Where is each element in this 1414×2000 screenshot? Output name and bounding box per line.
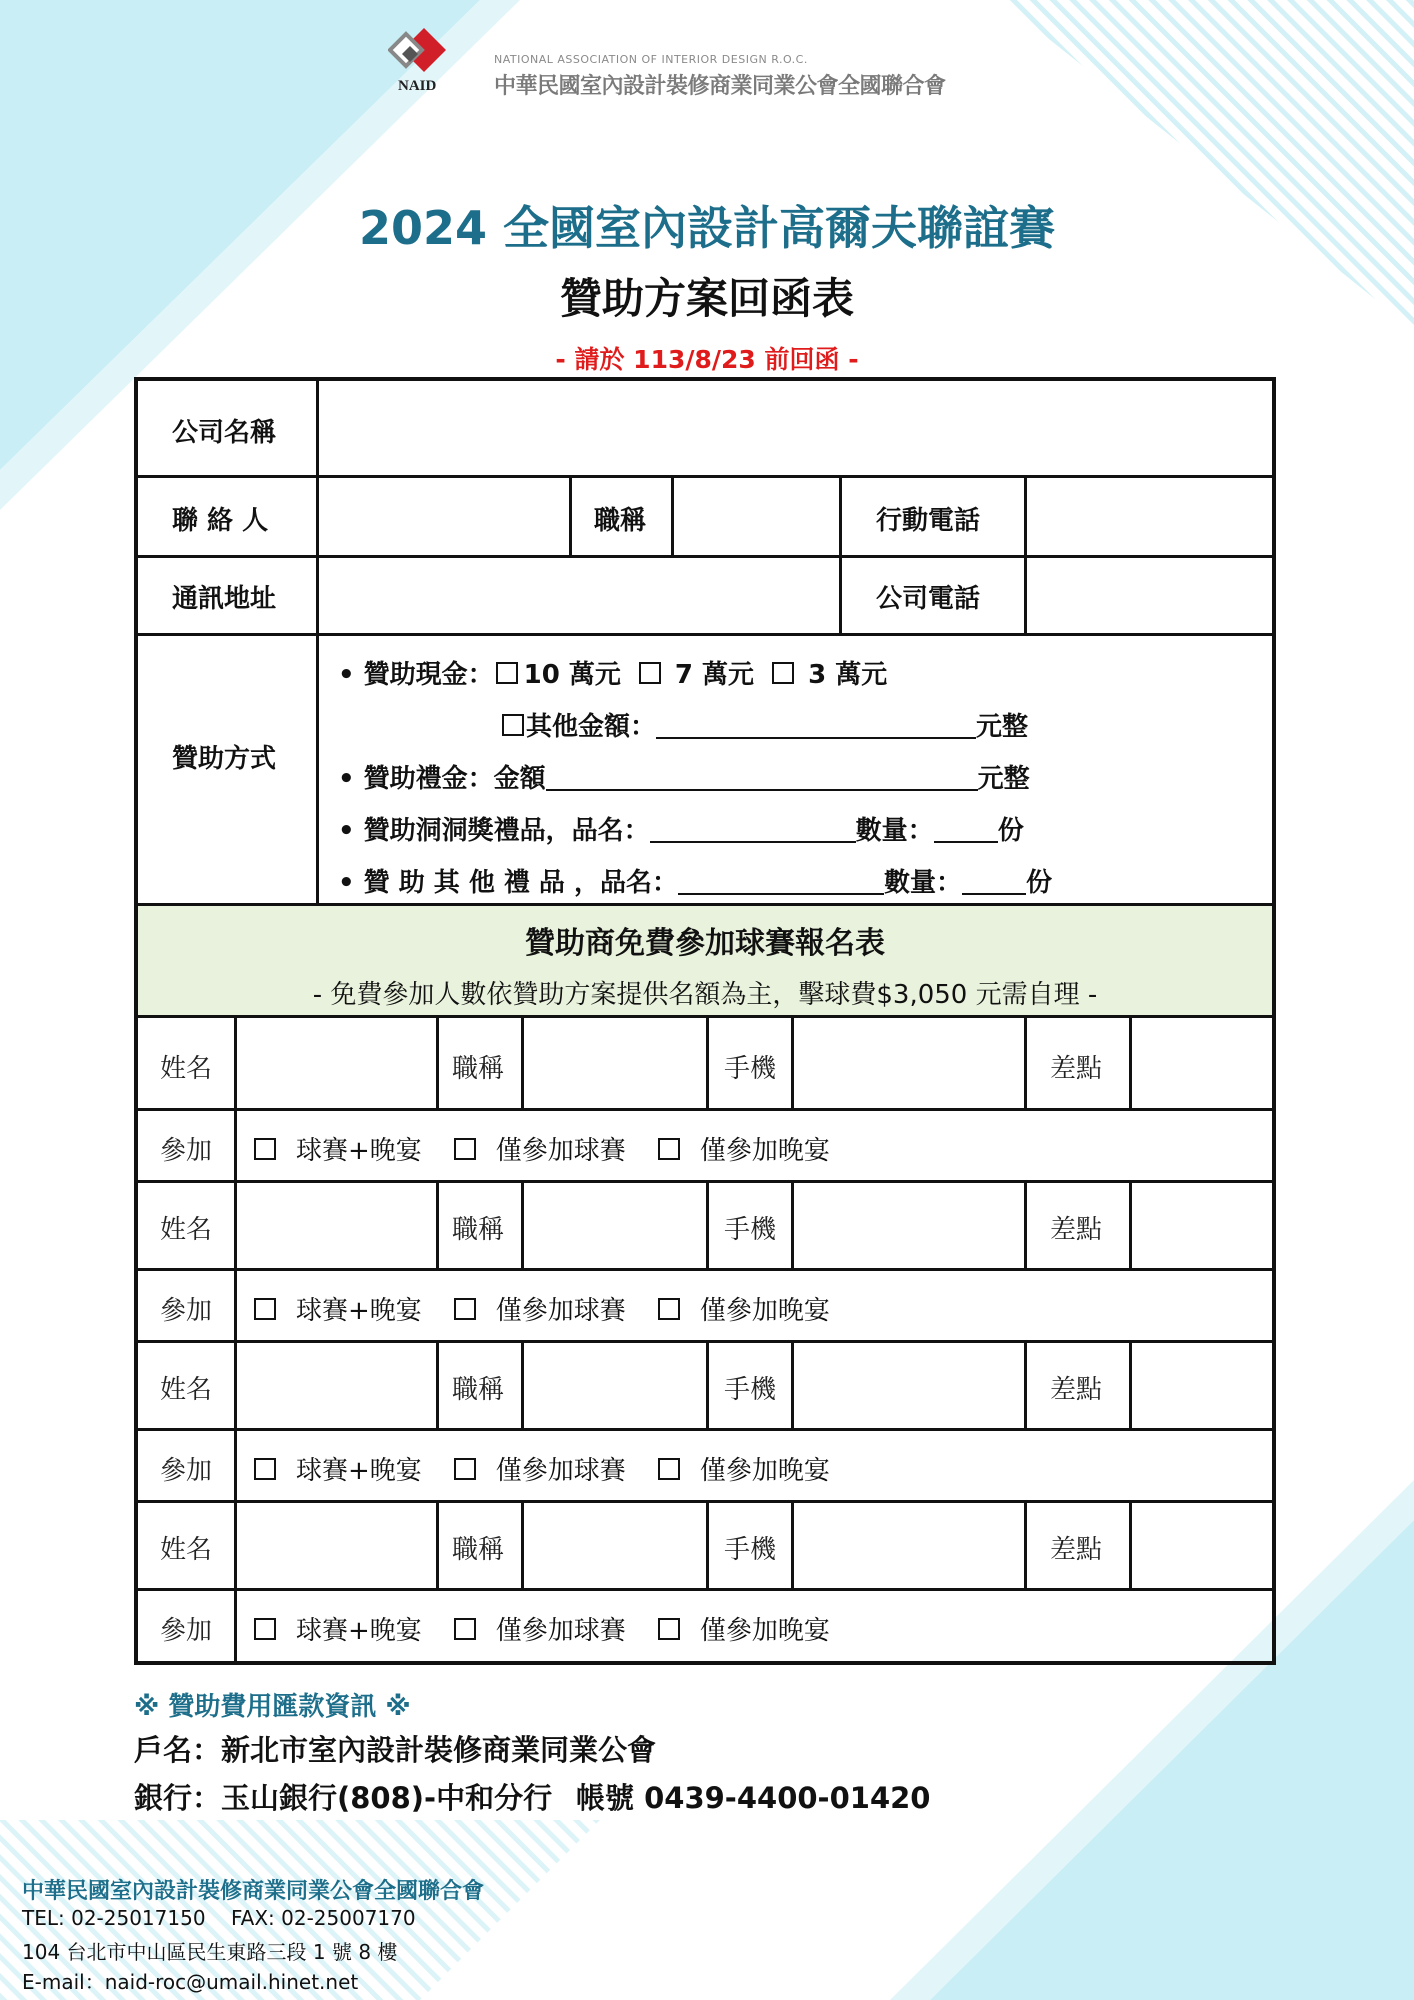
company-name-label: 公司名稱 [172,418,277,448]
deadline-notice: - 請於 113/8/23 前回函 - [555,345,859,374]
job-title-label: 職稱 [452,1215,505,1245]
logo-text: NAID [398,78,437,94]
gift-money-field[interactable] [546,763,978,791]
both-label: 球賽+晚宴 [296,1456,422,1486]
col-divider [1129,1017,1132,1108]
col-divider [521,1017,524,1108]
game-only-checkbox[interactable] [454,1458,476,1480]
job-title-label: 職稱 [452,1054,505,1084]
unit-label: 份 [997,816,1024,846]
col-divider [436,1502,439,1588]
cash-10-label: 10 萬元 [523,660,621,690]
cash-3-label: 3 萬元 [808,660,888,690]
other-amount-label: 其他金額： [526,712,657,742]
job-title-label: 職稱 [452,1535,505,1565]
col-divider [839,477,842,633]
dinner-only-checkbox[interactable] [658,1138,680,1160]
contact-label: 聯 絡 人 [172,506,269,536]
other-amount-field[interactable] [656,711,976,739]
registration-title: 贊助商免費參加球賽報名表 [525,926,885,961]
row-divider [138,1428,1272,1431]
handicap-label: 差點 [1050,1535,1103,1565]
row-divider [138,1015,1272,1018]
naid-logo [388,26,460,94]
col-divider [791,1502,794,1588]
col-divider [1024,477,1027,633]
address-label: 通訊地址 [172,584,277,614]
job-title-input[interactable] [674,480,837,553]
game-only-label: 僅參加球賽 [495,1456,626,1486]
row-divider [138,475,1272,478]
col-divider [1129,1342,1132,1428]
company-phone-input[interactable] [1030,559,1270,631]
dinner-only-checkbox[interactable] [658,1298,680,1320]
col-divider [706,1502,709,1588]
page-title: 2024 全國室內設計高爾夫聯誼賽 [358,201,1056,255]
org-name-en: NATIONAL ASSOCIATION OF INTERIOR DESIGN R.O.C. [494,53,808,66]
phone-label: 手機 [724,1375,777,1405]
handicap-label: 差點 [1050,1054,1103,1084]
game-only-label: 僅參加球賽 [495,1296,626,1326]
other-amount-checkbox[interactable] [502,714,524,736]
col-divider [706,1342,709,1428]
row-divider [138,1180,1272,1183]
both-checkbox[interactable] [254,1618,276,1640]
col-divider [436,1342,439,1428]
other-gift-quantity-field[interactable] [962,867,1026,895]
phone-label: 手機 [724,1535,777,1565]
hole-prize-label: • 贊助洞洞獎禮品，品名： [338,816,650,846]
col-divider [436,1182,439,1268]
footer-tel-fax: TEL: 02-25017150 FAX: 02-25007170 [22,1906,416,1930]
other-gift-label: • 贊 助 其 他 禮 品 ，品名： [338,868,678,898]
cash-7-label: 7 萬元 [674,660,755,690]
mobile-input[interactable] [1030,480,1270,553]
game-only-label: 僅參加球賽 [495,1616,626,1646]
sponsor-method-label: 贊助方式 [172,744,277,774]
game-only-checkbox[interactable] [454,1298,476,1320]
row-divider [138,1268,1272,1271]
row-divider [138,633,1272,636]
org-name-zh: 中華民國室內設計裝修商業同業公會全國聯合會 [494,74,946,99]
footer-org: 中華民國室內設計裝修商業同業公會全國聯合會 [22,1879,485,1904]
dinner-only-checkbox[interactable] [658,1618,680,1640]
col-divider [569,477,572,555]
col-divider [1024,1502,1027,1588]
col-divider [521,1502,524,1588]
quantity-label: 數量： [883,868,962,898]
yuan-label: 元整 [977,764,1030,794]
name-label: 姓名 [160,1535,213,1565]
col-divider [1024,1182,1027,1268]
job-title-label: 職稱 [594,506,647,536]
contact-input[interactable] [322,480,567,553]
quantity-label: 數量： [855,816,934,846]
row-divider [138,555,1272,558]
col-divider [791,1017,794,1108]
dinner-only-label: 僅參加晚宴 [699,1456,830,1486]
col-divider [706,1017,709,1108]
col-divider [1129,1182,1132,1268]
row-divider [138,1588,1272,1591]
col-divider [521,1342,524,1428]
page-subtitle: 贊助方案回函表 [559,274,854,323]
cash-10-checkbox[interactable] [496,662,518,684]
both-checkbox[interactable] [254,1458,276,1480]
address-input[interactable] [322,559,837,631]
dinner-only-label: 僅參加晚宴 [699,1136,830,1166]
handicap-label: 差點 [1050,1375,1103,1405]
both-checkbox[interactable] [254,1138,276,1160]
col-divider [234,1017,237,1661]
job-title-label: 職稱 [452,1375,505,1405]
name-label: 姓名 [160,1375,213,1405]
phone-label: 手機 [724,1215,777,1245]
footer-email[interactable]: E-mail：naid-roc@umail.hinet.net [22,1970,359,1994]
both-label: 球賽+晚宴 [296,1296,422,1326]
remittance-heading: ※ 贊助費用匯款資訊 ※ [134,1692,411,1722]
bank-info: 銀行：玉山銀行(808)-中和分行 [134,1781,553,1815]
handicap-label: 差點 [1050,1215,1103,1245]
col-divider [706,1182,709,1268]
company-phone-label: 公司電話 [876,584,981,614]
account-name: 戶名：新北市室內設計裝修商業同業公會 [134,1733,657,1767]
attend-label: 參加 [160,1136,213,1166]
game-only-checkbox[interactable] [454,1618,476,1640]
name-label: 姓名 [160,1054,213,1084]
both-checkbox[interactable] [254,1298,276,1320]
other-gift-name-field[interactable] [678,867,884,895]
col-divider [791,1342,794,1428]
gift-money-label: • 贊助禮金：金額 [338,764,546,794]
col-divider [1129,1502,1132,1588]
phone-label: 手機 [724,1054,777,1084]
col-divider [1024,1017,1027,1108]
cash-3-checkbox[interactable] [772,662,794,684]
cash-label: • 贊助現金： [338,660,494,690]
row-divider [138,1500,1272,1503]
hole-prize-name-field[interactable] [650,815,856,843]
attend-label: 參加 [160,1296,213,1326]
game-only-label: 僅參加球賽 [495,1136,626,1166]
unit-label: 份 [1026,868,1053,898]
account-number: 帳號 0439-4400-01420 [576,1781,931,1815]
both-label: 球賽+晚宴 [296,1616,422,1646]
cash-7-checkbox[interactable] [639,662,661,684]
row-divider [138,1108,1272,1111]
hole-prize-quantity-field[interactable] [934,815,998,843]
attend-label: 參加 [160,1456,213,1486]
yuan-label: 元整 [976,712,1029,742]
name-label: 姓名 [160,1215,213,1245]
col-divider [436,1017,439,1108]
both-label: 球賽+晚宴 [296,1136,422,1166]
dinner-only-label: 僅參加晚宴 [699,1616,830,1646]
col-divider [791,1182,794,1268]
dinner-only-checkbox[interactable] [658,1458,680,1480]
row-divider [138,1340,1272,1343]
registration-note: - 免費參加人數依贊助方案提供名額為主，擊球費$3,050 元需自理 - [312,980,1098,1010]
col-divider [521,1182,524,1268]
company-name-input[interactable] [322,384,1270,472]
attend-label: 參加 [160,1616,213,1646]
col-divider [316,381,319,903]
dinner-only-label: 僅參加晚宴 [699,1296,830,1326]
footer-address: 104 台北市中山區民生東路三段 1 號 8 樓 [22,1940,398,1964]
col-divider [1024,1342,1027,1428]
row-divider [138,903,1272,906]
mobile-label: 行動電話 [876,506,981,536]
game-only-checkbox[interactable] [454,1138,476,1160]
